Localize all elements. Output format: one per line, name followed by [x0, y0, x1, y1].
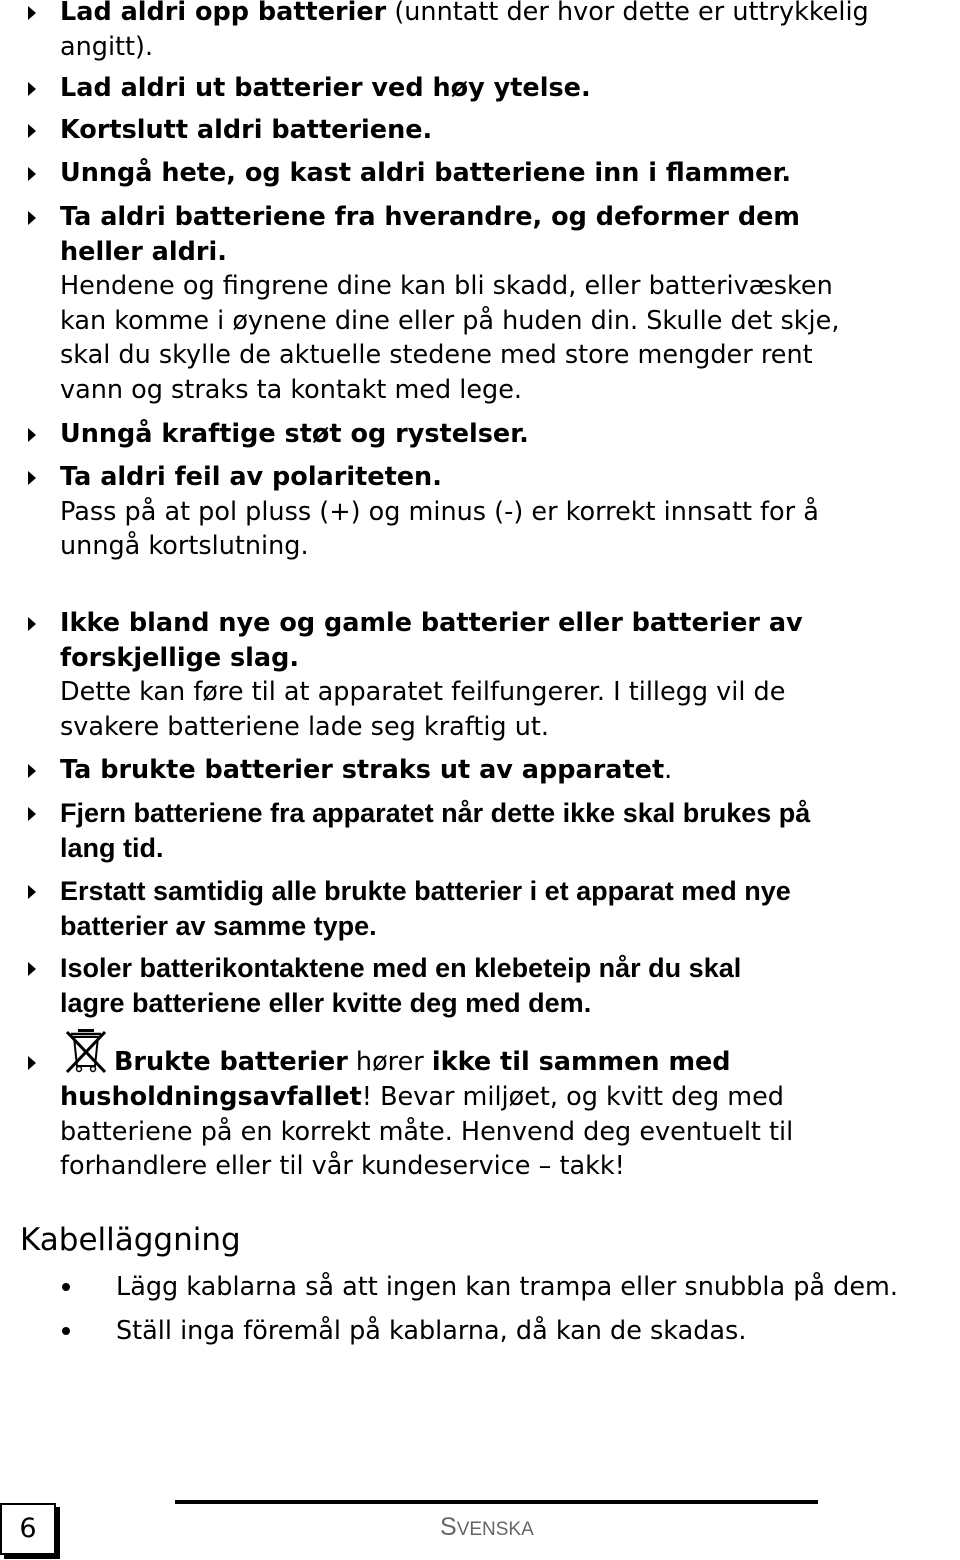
bullet-dot-icon	[62, 1283, 70, 1291]
bullet-text: forhandlere eller til vår kundeservice – takk!	[60, 1151, 625, 1181]
arrow-right-icon	[28, 124, 36, 138]
bullet-text: kan komme i øynene dine eller på huden din. Skulle det skje,	[60, 305, 840, 336]
arrow-right-icon	[28, 764, 36, 778]
bullet-bold-text: heller aldri.	[60, 236, 227, 267]
page-number: 6	[0, 1503, 56, 1555]
bullet-bold-text: lang tid.	[60, 832, 164, 863]
bullet-text: Hendene og fingrene dine kan bli skadd, eller batterivæsken	[60, 271, 833, 301]
bullet-text: unngå kortslutning.	[60, 531, 309, 561]
bullet-bold-text: Ta aldri batteriene fra hverandre, og deformer dem	[60, 202, 800, 232]
arrow-right-icon	[28, 962, 36, 976]
bullet-text: Dette kan føre til at apparatet feilfungerer. I tillegg vil de	[60, 677, 786, 707]
bullet-bold-text: husholdningsavfallet	[60, 1082, 362, 1112]
footer-language	[440, 1513, 534, 1542]
bullet-dot-icon	[62, 1327, 70, 1335]
bullet-text: svakere batteriene lade seg kraftig ut.	[60, 711, 549, 742]
footer-rule	[175, 1500, 818, 1504]
footer-language-initial: S	[440, 1513, 457, 1541]
bullet-bold-text: Kortslutt aldri batteriene.	[60, 115, 433, 145]
bullet-bold-text: Unngå hete, og kast aldri batteriene inn i flammer.	[60, 158, 792, 188]
footer-language-rest: VENSKA	[456, 1519, 534, 1540]
arrow-right-icon	[28, 885, 36, 899]
bullet-bold-text: Isoler batterikontaktene med en klebeteip når du skal	[60, 953, 742, 983]
arrow-right-icon	[28, 807, 36, 821]
bullet-text: vann og straks ta kontakt med lege.	[60, 374, 523, 405]
bullet-bold-text: lagre batteriene eller kvitte deg med dem.	[60, 987, 592, 1018]
bullet-bold-text: forskjellige slag.	[60, 642, 300, 673]
bullet-bold-text: Ikke bland nye og gamle batterier eller batterier av	[60, 608, 803, 638]
section-heading: Kabelläggning	[20, 1222, 241, 1258]
bullet-bold-text: Unngå kraftige støt og rystelser.	[60, 419, 529, 449]
bullet-text: ! Bevar miljøet, og kvitt deg med	[361, 1082, 784, 1112]
bullet-text: .	[664, 755, 673, 785]
bullet-bold-text: Ta aldri feil av polariteten.	[60, 462, 442, 492]
bullet-bold-text: ikke til sammen med	[431, 1047, 731, 1077]
arrow-right-icon	[28, 211, 36, 225]
list-item-text: Lägg kablarna så att ingen kan trampa eller snubbla på dem.	[116, 1272, 898, 1302]
bullet-text: hører	[347, 1047, 432, 1077]
bullet-bold-text: Lad aldri opp batterier	[60, 0, 387, 27]
bullet-text: batteriene på en korrekt måte. Henvend deg eventuelt til	[60, 1116, 794, 1147]
bullet-text: Pass på at pol pluss (+) og minus (-) er korrekt innsatt for å	[60, 496, 819, 527]
bullet-text: (unntatt der hvor dette er uttrykkelig	[386, 0, 869, 27]
arrow-right-icon	[28, 6, 36, 20]
arrow-right-icon	[28, 617, 36, 631]
arrow-right-icon	[28, 428, 36, 442]
bullet-text: skal du skylle de aktuelle stedene med store mengder rent	[60, 340, 813, 370]
arrow-right-icon	[28, 471, 36, 485]
crossed-bin-icon	[65, 1028, 107, 1074]
arrow-right-icon	[28, 82, 36, 96]
bullet-bold-text: Lad aldri ut batterier ved høy ytelse.	[60, 73, 591, 103]
bullet-bold-text: batterier av samme type.	[60, 910, 377, 941]
list-item-text: Ställ inga föremål på kablarna, då kan de skadas.	[116, 1316, 747, 1346]
bullet-bold-text: Ta brukte batterier straks ut av apparatet	[60, 755, 665, 785]
bullet-bold-text: Erstatt samtidig alle brukte batterier i et apparat med nye	[60, 876, 791, 906]
bullet-bold-text: Fjern batteriene fra apparatet når dette ikke skal brukes på	[60, 798, 811, 828]
arrow-right-icon	[28, 1056, 36, 1070]
arrow-right-icon	[28, 167, 36, 181]
bullet-text: angitt).	[60, 31, 154, 62]
bullet-bold-text: Brukte batterier	[114, 1047, 348, 1077]
